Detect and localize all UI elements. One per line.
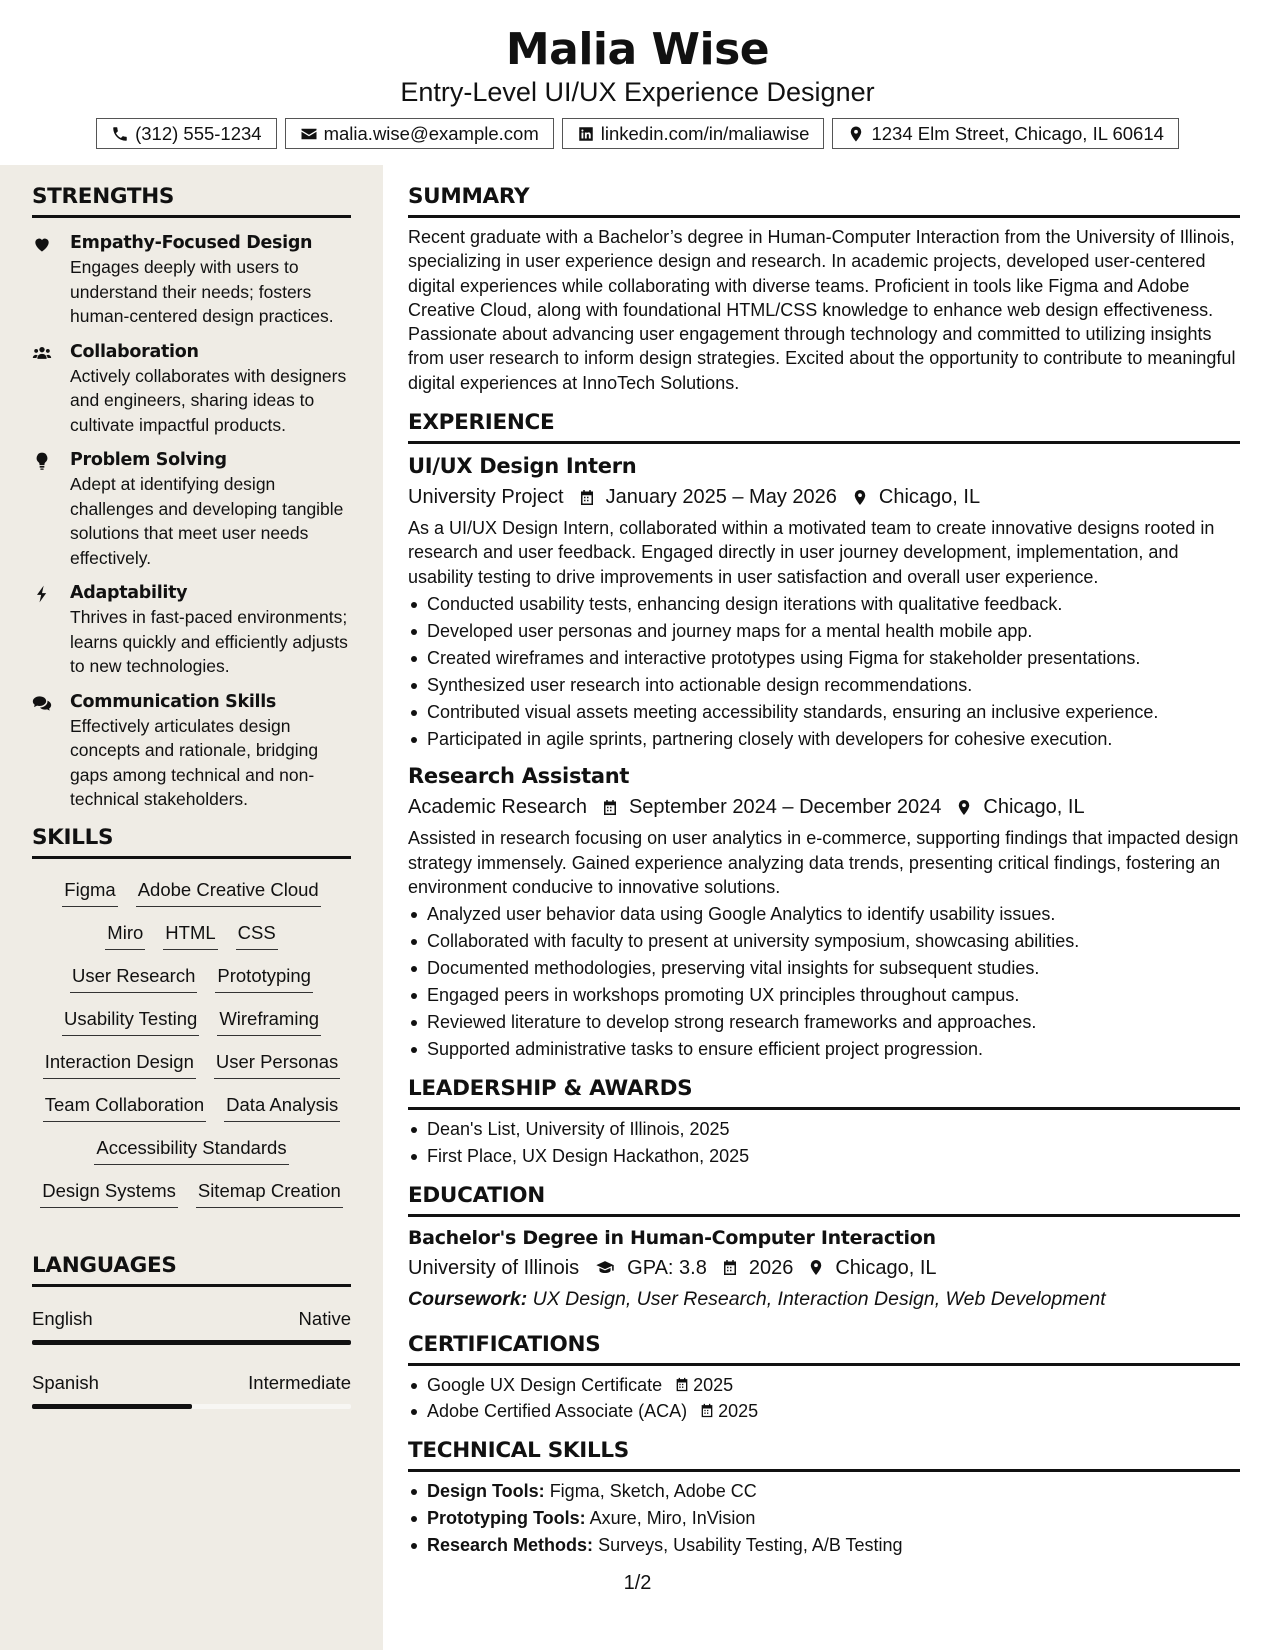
skill-tag: Prototyping bbox=[215, 963, 313, 993]
skill-tag: Usability Testing bbox=[62, 1006, 199, 1036]
contact-linkedin[interactable] bbox=[562, 118, 825, 149]
language-proficiency-fill bbox=[32, 1340, 351, 1345]
job-bullets bbox=[408, 901, 1240, 1062]
job-description: As a UI/UX Design Intern, collaborated within a motivated team to create innovative designs rooted in research and user feedback. Engaged directly in user journey development, implementation, and usability testing to drive improvements in user satisfaction and overall user experience. bbox=[408, 518, 1215, 587]
skill-tag: Wireframing bbox=[217, 1006, 321, 1036]
graduation-cap-icon bbox=[593, 1258, 617, 1277]
calendar-icon bbox=[578, 488, 596, 507]
list-item: Reviewed literature to develop strong research frameworks and approaches. bbox=[408, 1009, 1240, 1036]
skill-tag: Accessibility Standards bbox=[94, 1135, 288, 1165]
skill-tag: Team Collaboration bbox=[43, 1092, 206, 1122]
certification-name: Adobe Certified Associate (ACA) bbox=[427, 1401, 688, 1422]
job-org: Academic Research bbox=[408, 796, 587, 819]
certification-year: 2025 bbox=[718, 1401, 759, 1422]
leadership-list bbox=[408, 1116, 1240, 1170]
certification-year: 2025 bbox=[693, 1374, 734, 1395]
technical-label: Prototyping Tools: bbox=[427, 1508, 586, 1529]
technical-value: Figma, Sketch, Adobe CC bbox=[549, 1481, 757, 1502]
list-item bbox=[408, 1372, 1240, 1399]
technical-label: Design Tools: bbox=[427, 1481, 545, 1502]
certification-name: Google UX Design Certificate bbox=[427, 1374, 663, 1395]
contact-bar bbox=[0, 118, 1275, 149]
technical-value: Surveys, Usability Testing, A/B Testing bbox=[598, 1535, 903, 1556]
education-school: University of Illinois bbox=[408, 1256, 580, 1279]
job-bullets bbox=[408, 591, 1240, 752]
summary-heading: SUMMARY bbox=[408, 183, 1240, 218]
strength-item bbox=[32, 448, 351, 570]
languages-heading: LANGUAGES bbox=[32, 1252, 351, 1287]
list-item bbox=[408, 1398, 1240, 1425]
lightbulb-icon bbox=[32, 451, 52, 471]
job-org: University Project bbox=[408, 486, 564, 509]
skill-tag: Interaction Design bbox=[43, 1049, 196, 1079]
strength-desc: Effectively articulates design concepts and rationale, bridging gaps among technical and non-technical stakeholders. bbox=[70, 715, 319, 809]
education-location: Chicago, IL bbox=[835, 1256, 937, 1279]
heart-icon bbox=[32, 234, 52, 254]
list-item: Created wireframes and interactive prototypes using Figma for stakeholder presentations. bbox=[408, 645, 1240, 672]
job-title: Research Assistant bbox=[408, 764, 630, 789]
summary-text: Recent graduate with a Bachelor’s degree in Human-Computer Interaction from the University of Illinois, specializing in user experience design and research. In academic projects, developed user-centered digital experiences while collaborating with diverse teams. Proficient in tools like Figma and Adobe Creative Cloud, along with foundational HTML/CSS knowledge to enhance web design effectiveness. Passionate about advancing user engagement through technology and committed to utilizing insights from user research to inform design strategies. Excited about the opportunity to contribute to meaningful digital experiences at InnoTech Solutions. bbox=[408, 227, 1236, 393]
skills-heading: SKILLS bbox=[32, 824, 351, 859]
job-location: Chicago, IL bbox=[983, 796, 1085, 819]
skill-tag: HTML bbox=[163, 920, 217, 950]
leadership-heading: LEADERSHIP & AWARDS bbox=[408, 1075, 1240, 1110]
technical-skills-heading: TECHNICAL SKILLS bbox=[408, 1437, 1240, 1472]
technical-value: Axure, Miro, InVision bbox=[589, 1508, 756, 1529]
contact-email[interactable] bbox=[285, 118, 554, 149]
contact-address[interactable] bbox=[832, 118, 1178, 149]
strength-title: Collaboration bbox=[70, 341, 199, 362]
strength-title: Communication Skills bbox=[70, 691, 277, 712]
technical-skills-list bbox=[408, 1478, 1240, 1559]
language-item bbox=[32, 1371, 351, 1409]
education-meta bbox=[408, 1253, 1240, 1283]
language-name: English bbox=[32, 1307, 93, 1329]
comments-icon bbox=[32, 693, 52, 713]
education-year: 2026 bbox=[748, 1256, 794, 1279]
list-item: Synthesized user research into actionable design recommendations. bbox=[408, 672, 1240, 699]
strengths-heading: STRENGTHS bbox=[32, 183, 351, 218]
map-pin-icon bbox=[807, 1258, 825, 1277]
list-item: Supported administrative tasks to ensure efficient project progression. bbox=[408, 1036, 1240, 1063]
strength-item bbox=[32, 581, 351, 679]
phone-icon bbox=[111, 125, 129, 143]
list-item: Analyzed user behavior data using Google Analytics to identify usability issues. bbox=[408, 901, 1240, 928]
calendar-icon bbox=[674, 1376, 690, 1393]
calendar-icon bbox=[601, 798, 619, 817]
strength-title: Empathy-Focused Design bbox=[70, 233, 313, 253]
language-proficiency-bar bbox=[32, 1404, 351, 1409]
skill-tag: User Personas bbox=[214, 1049, 340, 1079]
list-item: Contributed visual assets meeting accessibility standards, ensuring an inclusive experience. bbox=[408, 699, 1240, 726]
job-description: Assisted in research focusing on user analytics in e-commerce, supporting findings that impacted design strategy immensely. Gained experience analyzing data trends, presenting critical findings, fostering an environment conducive to innovative solutions. bbox=[408, 828, 1239, 897]
strength-item bbox=[32, 690, 351, 812]
skill-tag: Design Systems bbox=[40, 1178, 178, 1208]
contact-phone-text: (312) 555-1234 bbox=[135, 122, 262, 144]
language-proficiency-bar bbox=[32, 1340, 351, 1345]
main-content bbox=[408, 165, 1240, 1559]
candidate-name: Malia Wise bbox=[505, 24, 770, 75]
experience-heading: EXPERIENCE bbox=[408, 409, 1240, 444]
strength-desc: Engages deeply with users to understand their needs; fosters human-centered design practices. bbox=[70, 257, 334, 326]
language-level: Intermediate bbox=[248, 1371, 351, 1393]
job-meta bbox=[408, 792, 1240, 822]
skill-row-wrap bbox=[36, 1135, 347, 1165]
list-item: First Place, UX Design Hackathon, 2025 bbox=[408, 1143, 1240, 1170]
list-item: Developed user personas and journey maps for a mental health mobile app. bbox=[408, 618, 1240, 645]
education-heading: EDUCATION bbox=[408, 1182, 1240, 1217]
skill-tag: Adobe Creative Cloud bbox=[136, 877, 321, 907]
job-entry bbox=[408, 762, 1240, 1062]
coursework-label: Coursework: bbox=[408, 1287, 528, 1310]
list-item: Dean's List, University of Illinois, 2025 bbox=[408, 1116, 1240, 1143]
strength-desc: Actively collaborates with designers and engineers, sharing ideas to cultivate impactful products. bbox=[70, 365, 347, 435]
strengths-list bbox=[32, 231, 351, 812]
list-item: Collaborated with faculty to present at university symposium, showcasing abilities. bbox=[408, 928, 1240, 955]
skill-tag: Figma bbox=[62, 877, 117, 907]
language-name: Spanish bbox=[32, 1371, 99, 1393]
education-gpa: GPA: 3.8 bbox=[627, 1256, 707, 1279]
coursework-list: UX Design, User Research, Interaction Design, Web Development bbox=[532, 1287, 1106, 1310]
skill-tag: User Research bbox=[70, 963, 197, 993]
skill-tag: Miro bbox=[105, 920, 145, 950]
bolt-icon bbox=[32, 584, 52, 604]
technical-label: Research Methods: bbox=[427, 1535, 594, 1556]
language-level: Native bbox=[298, 1307, 351, 1329]
map-pin-icon bbox=[955, 798, 973, 817]
envelope-icon bbox=[300, 125, 318, 143]
contact-linkedin-text: linkedin.com/in/maliawise bbox=[600, 122, 810, 144]
linkedin-icon bbox=[577, 125, 595, 143]
resume-header bbox=[0, 0, 1275, 165]
list-item bbox=[408, 1532, 1240, 1559]
page-number: 1/2 bbox=[623, 1572, 652, 1594]
contact-phone[interactable] bbox=[96, 118, 277, 149]
skill-tag: CSS bbox=[236, 920, 278, 950]
calendar-icon bbox=[721, 1258, 739, 1277]
education-coursework bbox=[408, 1285, 1240, 1313]
contact-email-text: malia.wise@example.com bbox=[323, 122, 539, 144]
strength-title: Problem Solving bbox=[70, 450, 227, 470]
job-dates: September 2024 – December 2024 bbox=[628, 796, 942, 819]
language-item bbox=[32, 1307, 351, 1345]
strength-item bbox=[32, 340, 351, 438]
job-title: UI/UX Design Intern bbox=[408, 454, 637, 479]
list-item: Engaged peers in workshops promoting UX principles throughout campus. bbox=[408, 982, 1240, 1009]
candidate-role: Entry-Level UI/UX Experience Designer bbox=[400, 77, 875, 107]
job-meta bbox=[408, 482, 1240, 512]
users-icon bbox=[32, 343, 52, 363]
calendar-icon bbox=[699, 1402, 715, 1419]
language-proficiency-fill bbox=[32, 1404, 192, 1409]
list-item bbox=[408, 1478, 1240, 1505]
job-entry bbox=[408, 452, 1240, 752]
map-pin-icon bbox=[851, 488, 869, 507]
job-dates: January 2025 – May 2026 bbox=[605, 486, 837, 509]
list-item bbox=[408, 1505, 1240, 1532]
certifications-list bbox=[408, 1372, 1240, 1426]
sidebar bbox=[0, 165, 383, 1650]
certifications-heading: CERTIFICATIONS bbox=[408, 1331, 1240, 1366]
skills-list bbox=[32, 877, 351, 1208]
skill-tag: Data Analysis bbox=[224, 1092, 340, 1122]
list-item: Participated in agile sprints, partnering closely with developers for cohesive execution. bbox=[408, 726, 1240, 753]
list-item: Conducted usability tests, enhancing design iterations with qualitative feedback. bbox=[408, 591, 1240, 618]
strength-desc: Adept at identifying design challenges and developing tangible solutions that meet user needs effectively. bbox=[70, 474, 344, 568]
contact-address-text: 1234 Elm Street, Chicago, IL 60614 bbox=[871, 122, 1164, 144]
strength-item bbox=[32, 231, 351, 329]
job-location: Chicago, IL bbox=[878, 486, 981, 509]
map-pin-icon bbox=[847, 125, 865, 143]
strength-desc: Thrives in fast-paced environments; learns quickly and efficiently adjusts to new technologies. bbox=[70, 607, 348, 676]
strength-title: Adaptability bbox=[70, 583, 188, 603]
skill-tag: Sitemap Creation bbox=[196, 1178, 343, 1208]
list-item: Documented methodologies, preserving vital insights for subsequent studies. bbox=[408, 955, 1240, 982]
education-degree: Bachelor's Degree in Human-Computer Interaction bbox=[408, 1226, 936, 1249]
